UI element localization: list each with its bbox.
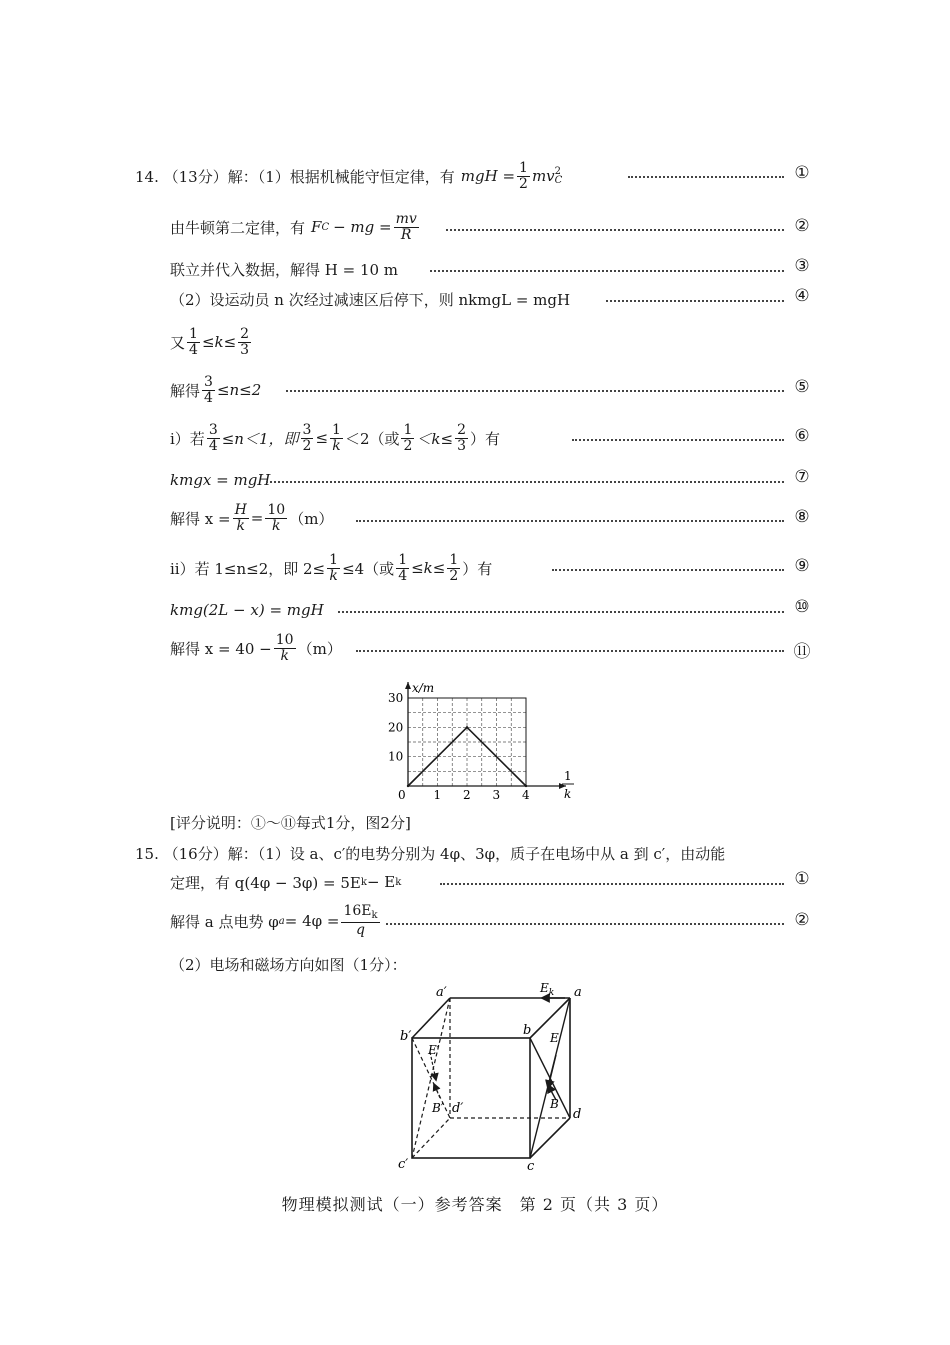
arrow-B-prime: [434, 1084, 440, 1098]
x-axis-label-num: 1: [564, 769, 572, 783]
q14-line-4: [170, 286, 570, 312]
data-point: [466, 726, 468, 728]
q15-header: 15. （16分）解：（1）设 a、c′的电势分别为 4φ、3φ，质子在电场中从 a 到 c′，由动能: [135, 844, 726, 863]
q14-line-3: [170, 256, 398, 282]
marker-3: ③: [794, 256, 810, 276]
q14-line-5: 又 $\frac{1}{4}$ ≤k≤ $\frac{2}{3}$: [170, 325, 250, 358]
x-axis-label-den: k: [564, 787, 572, 801]
q14-line4-text: （2）设运动员 n 次经过减速区后停下，则 nkmgL = mgH: [170, 290, 571, 309]
q14-line-1: 14. （13分）解：（1）根据机械能守恒定律，有 mgH = $\frac{1}{2}$ mv 2 C: [135, 159, 563, 192]
q14-line-12: 解得 x = 40 − $\frac{10}{k}$ （m）: [170, 631, 342, 664]
marker-7: ⑦: [794, 467, 810, 487]
page-footer: 物理模拟测试（一）参考答案 第 2 页（共 3 页）: [281, 1195, 669, 1214]
svg-text:a′: a′: [436, 985, 447, 1000]
marker-2: ②: [794, 216, 810, 236]
q14-grading: [评分说明：①～⑪每式1分，图2分]: [170, 813, 411, 832]
dot-leader: [338, 611, 784, 613]
y-tick-label: 10: [388, 749, 404, 764]
x-tick-label: 2: [463, 788, 471, 802]
q14-line-7: i）若 $\frac{3}{4}$ ≤n＜1，即 $\frac{3}{2}$ ≤ $\frac{1}{k}$ ＜2（或 $\frac{1}{2}$ ＜k≤ $\frac{2}{3}$ ）有: [170, 421, 501, 454]
svg-text:c: c: [527, 1159, 535, 1174]
q15-line-2: 定理，有 q(4φ − 3φ) = 5E k − E k: [170, 873, 402, 892]
q14-line-10: ii）若 1≤n≤2，即 2≤ $\frac{1}{k}$ ≤4（或 $\frac{1}{4}$ ≤k≤ $\frac{1}{2}$ ）有: [170, 551, 493, 584]
dot-leader: [446, 229, 784, 231]
marker-8: ⑧: [794, 507, 810, 527]
marker-11: ⑪: [793, 642, 811, 662]
dot-leader: [356, 650, 784, 652]
svg-text:B′: B′: [432, 1101, 444, 1115]
x-vs-inverse-k-chart: [380, 676, 580, 806]
svg-text:a: a: [574, 985, 582, 1000]
dot-leader: [266, 481, 784, 483]
q15-marker-1: ①: [794, 869, 810, 889]
q14-header: 14. （13分）解：（1）根据机械能守恒定律，有: [135, 167, 455, 186]
svg-text:b′: b′: [400, 1029, 412, 1044]
svg-text:b: b: [523, 1023, 532, 1038]
dot-leader: [430, 270, 784, 272]
svg-text:B: B: [550, 1097, 559, 1111]
q15-line-4: （2）电场和磁场方向如图（1分）：: [170, 955, 407, 974]
svg-text:Ek: $E_k$: [540, 981, 555, 998]
dot-leader: [606, 300, 784, 302]
q14-line-2: 由牛顿第二定律，有 F C − mg = $\frac{mv}{R}$: [170, 210, 417, 243]
marker-4: ④: [794, 286, 810, 306]
y-tick-label: 30: [388, 691, 404, 705]
data-point: [525, 785, 527, 787]
x-tick-label: 0: [398, 788, 406, 802]
dot-leader: [286, 390, 784, 392]
svg-text:E′: E′: [428, 1043, 440, 1057]
frac-3-4: $\frac{3}{4}$: [204, 373, 213, 406]
dot-leader: [386, 923, 784, 925]
frac-1-4: $\frac{1}{4}$: [189, 325, 198, 358]
dot-leader: [356, 520, 784, 522]
dot-leader: [628, 176, 784, 178]
frac-one-half: $\frac{1}{2}$: [519, 159, 528, 192]
q14-line2-text: 由牛顿第二定律，有: [170, 218, 306, 237]
q14-line-11: kmg(2L − x) = mgH: [170, 601, 324, 619]
x-tick-label: 3: [492, 788, 501, 802]
svg-text:d′: d′: [452, 1101, 464, 1116]
svg-text:E: E: [550, 1031, 559, 1045]
dot-leader: [552, 569, 784, 571]
data-point: [407, 785, 409, 787]
svg-text:d: d: [573, 1107, 582, 1122]
y-axis-arrow: [405, 682, 411, 689]
q14-line3-text: 联立并代入数据，解得 H = 10 m: [170, 260, 399, 279]
q14-line-9: 解得 x = $\frac{H}{k}$ = $\frac{10}{k}$ （m）: [170, 501, 334, 534]
cube-field-diagram: [390, 980, 600, 1175]
frac-mv2-R: $\frac{mv}{R}$: [395, 210, 417, 243]
marker-6: ⑥: [794, 426, 810, 446]
marker-1: ①: [794, 163, 810, 183]
x-tick-label: 4: [522, 788, 530, 802]
svg-text:c′: c′: [398, 1157, 409, 1172]
marker-5: ⑤: [794, 377, 810, 397]
q14-eq1: mgH =: [460, 167, 516, 185]
dot-leader: [440, 883, 784, 885]
q14-eq1-tail: mv: [531, 167, 555, 185]
frac-2-3: $\frac{2}{3}$: [240, 325, 250, 358]
q15-line-3: 解得 a 点电势 φ a = 4φ = $\frac{16E_k}{q}$: [170, 903, 378, 938]
marker-10: ⑩: [794, 597, 810, 617]
x-tick-label: 1: [433, 788, 442, 802]
dot-leader: [572, 439, 784, 441]
q15-line-1: [135, 840, 725, 866]
y-tick-label: 20: [388, 720, 404, 735]
marker-9: ⑨: [794, 556, 810, 576]
y-axis-label: x/m: [412, 681, 435, 695]
q15-marker-2: ②: [794, 910, 810, 930]
q14-line-8: kmgx = mgH: [170, 471, 271, 489]
q14-line-6: 解得 $\frac{3}{4}$ ≤n≤2: [170, 373, 262, 406]
